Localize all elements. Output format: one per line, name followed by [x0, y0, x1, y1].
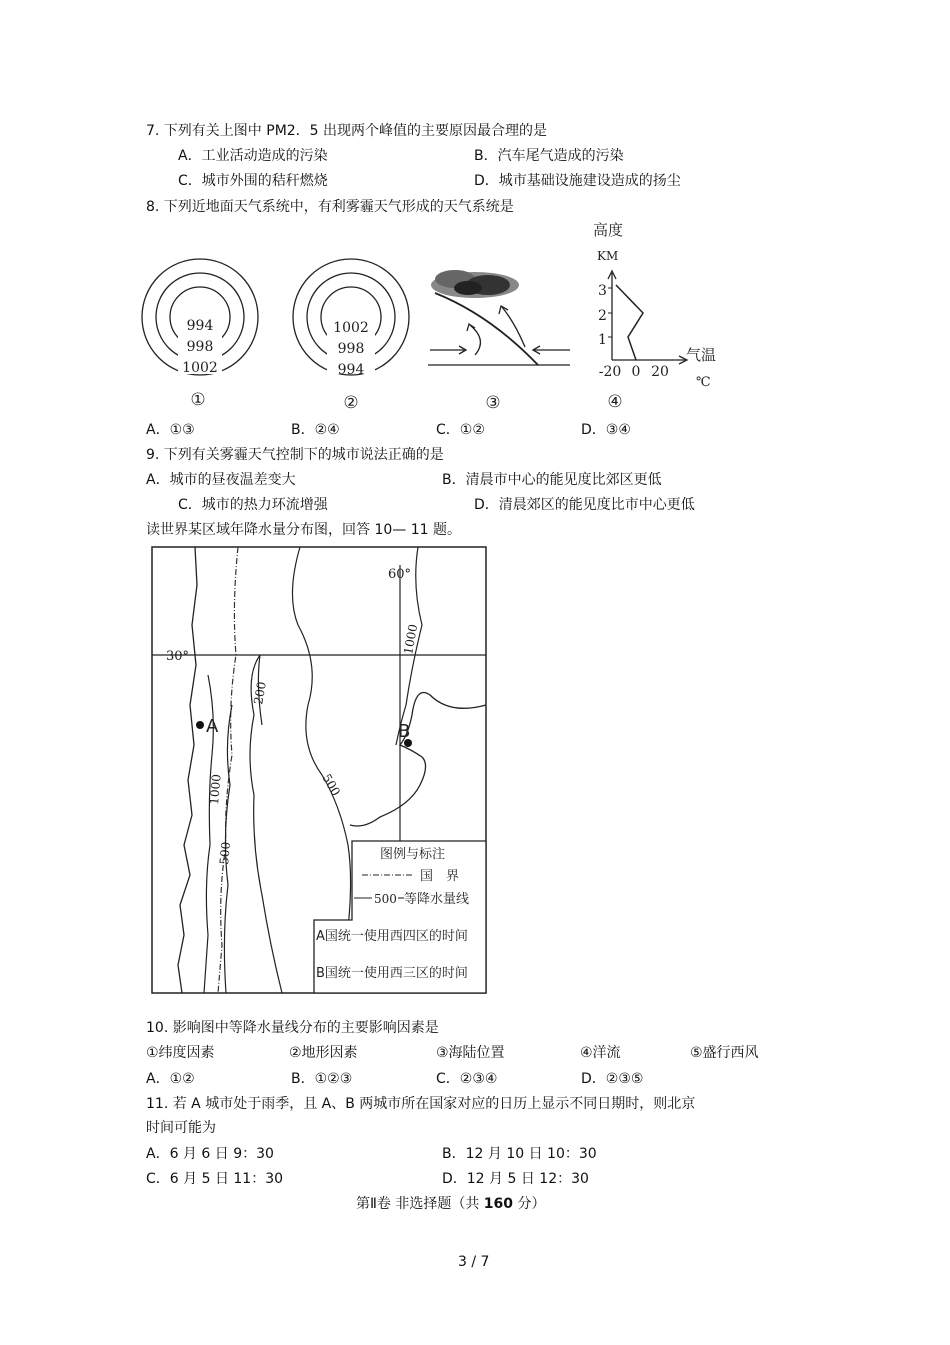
legend-a-note: A国统一使用西四区的时间: [316, 929, 468, 944]
q11-option-d: D．12 月 5 日 12：30: [442, 1171, 589, 1187]
x-tick: 20: [651, 364, 669, 380]
section-score: 160: [483, 1196, 514, 1212]
front-figure-3: [428, 270, 570, 413]
q10-factor-3: ③海陆位置: [436, 1045, 505, 1061]
legend-b-note: B国统一使用西三区的时间: [316, 966, 468, 981]
q8-option-d: D．③④: [581, 422, 631, 438]
q10-factor-2: ②地形因素: [289, 1045, 358, 1061]
x-tick: 0: [631, 364, 641, 380]
q10-option-a: A．①②: [146, 1071, 195, 1087]
longitude-label: 60°: [388, 567, 412, 582]
y-tick: 1: [598, 332, 607, 348]
figure-label: ②: [343, 393, 359, 413]
isobar-label: 1002: [182, 360, 218, 376]
y-tick: 3: [598, 283, 607, 299]
isoline-label: 500: [217, 841, 233, 866]
isoline-label: 1000: [401, 623, 421, 656]
legend-iso-value: 500: [374, 892, 397, 906]
temperature-profile-figure-4: [593, 221, 716, 412]
q9-option-c: C．城市的热力环流增强: [178, 497, 328, 513]
legend-border-label: 国 界: [420, 869, 460, 884]
q9-option-a: A．城市的昼夜温差变大: [146, 472, 296, 488]
q11-stem-line2: 时间可能为: [146, 1120, 216, 1136]
q10-option-c: C．②③④: [436, 1071, 498, 1087]
q9-option-b: B．清晨市中心的能见度比郊区更低: [442, 472, 662, 488]
q8-option-a: A．①③: [146, 422, 195, 438]
figure-label: ①: [190, 390, 206, 410]
map-intro: 读世界某区域年降水量分布图，回答 10— 11 题。: [146, 522, 461, 538]
y-tick: 2: [598, 308, 607, 324]
q7-option-d: D．城市基础设施建设造成的扬尘: [474, 173, 681, 189]
legend-isoline-label: 等降水量线: [404, 892, 470, 907]
q10-factor-1: ①纬度因素: [146, 1045, 215, 1061]
q11-option-a: A．6 月 6 日 9：30: [146, 1146, 274, 1162]
q11-option-c: C．6 月 5 日 11：30: [146, 1171, 284, 1187]
q7-option-a: A．工业活动造成的污染: [178, 148, 328, 164]
q7-option-c: C．城市外围的秸秆燃烧: [178, 173, 328, 189]
q10-stem: 10. 影响图中等降水量线分布的主要影响因素是: [146, 1020, 439, 1036]
pressure-figure-1: [142, 259, 258, 410]
isobar-label: 994: [337, 362, 365, 378]
section-heading: [356, 1195, 545, 1213]
q8-option-c: C．①②: [436, 422, 485, 438]
isobar-label: 998: [337, 341, 365, 357]
city-a-label: A: [206, 716, 219, 737]
pressure-figure-2: [293, 259, 409, 413]
latitude-label: 30°: [166, 649, 190, 664]
x-axis-label: 气温: [686, 346, 717, 364]
axis-unit: KM: [597, 249, 619, 263]
x-tick: -20: [598, 364, 622, 380]
axis-title: 高度: [593, 221, 624, 239]
q11-stem-line1: 11. 若 A 城市处于雨季，且 A、B 两城市所在国家对应的日历上显示不同日期时，则北京: [146, 1096, 696, 1112]
figure-label: ③: [485, 393, 501, 413]
precipitation-map: [150, 545, 490, 997]
q10-factor-5: ⑤盛行西风: [690, 1045, 759, 1061]
section-prefix: 第Ⅱ卷 非选择题（共: [356, 1196, 484, 1212]
q7-option-b: B．汽车尾气造成的污染: [474, 148, 624, 164]
isoline-label: 200: [251, 680, 269, 706]
q10-option-b: B．①②③: [291, 1071, 353, 1087]
section-suffix: 分）: [513, 1196, 546, 1212]
isobar-label: 994: [186, 318, 214, 334]
q11-option-b: B．12 月 10 日 10：30: [442, 1146, 597, 1162]
isobar-label: 1002: [333, 320, 369, 336]
isobar-label: 998: [186, 339, 214, 355]
q7-stem: 7. 下列有关上图中 PM2．5 出现两个峰值的主要原因最合理的是: [146, 123, 548, 139]
q9-option-d: D．清晨郊区的能见度比市中心更低: [474, 497, 695, 513]
q9-stem: 9. 下列有关雾霾天气控制下的城市说法正确的是: [146, 447, 444, 463]
q10-factor-4: ④洋流: [580, 1045, 621, 1061]
city-b-label: B: [398, 721, 411, 742]
q8-stem: 8. 下列近地面天气系统中，有利雾霾天气形成的天气系统是: [146, 199, 514, 215]
q10-option-d: D．②③⑤: [581, 1071, 644, 1087]
legend-title: 图例与标注: [380, 847, 446, 862]
page-number: 3 / 7: [458, 1254, 490, 1270]
isoline-label: 500: [319, 771, 343, 799]
q8-option-b: B．②④: [291, 422, 340, 438]
q8-figures: [130, 215, 750, 415]
x-axis-unit: ℃: [696, 375, 711, 390]
isoline-label: 1000: [207, 773, 224, 806]
figure-label: ④: [607, 392, 623, 412]
